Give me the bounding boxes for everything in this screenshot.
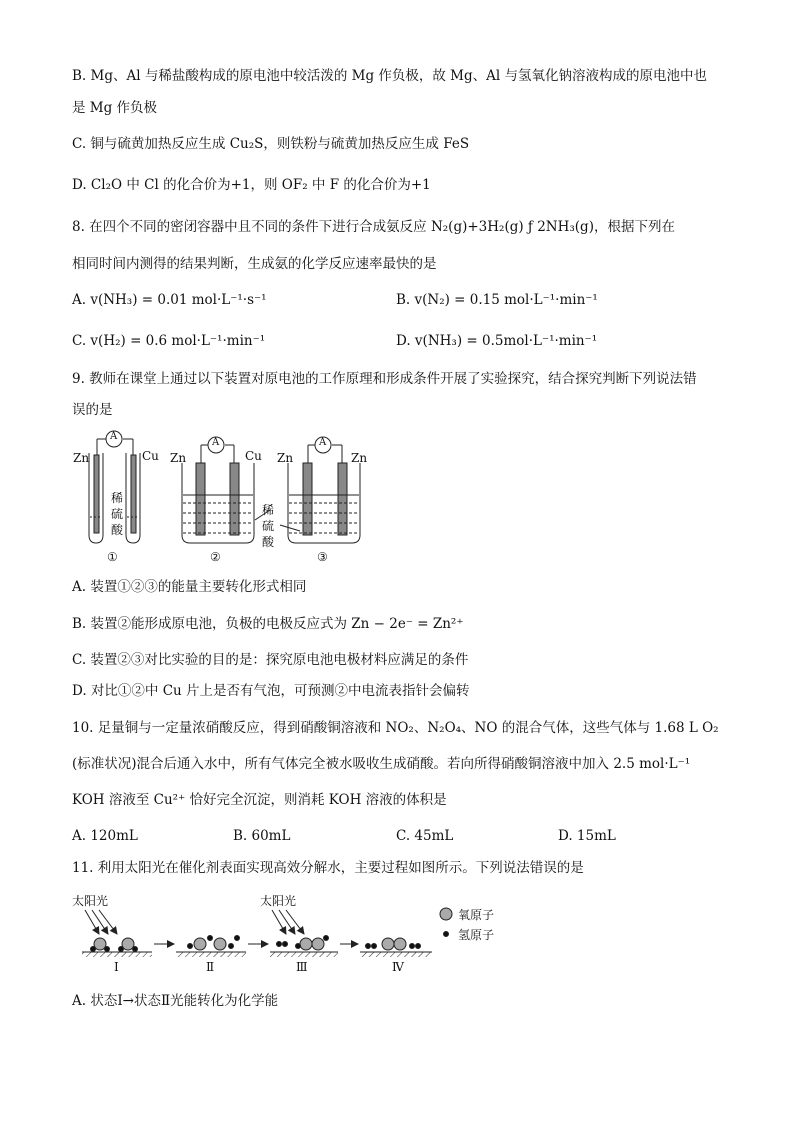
q8-option-b: B. v(N₂) = 0.15 mol·L⁻¹·min⁻¹ (396, 292, 598, 308)
stage-label-3: Ⅲ (296, 960, 308, 974)
sunlight-label-1: 太阳光 (72, 894, 109, 908)
q8-stem-line1: 8. 在四个不同的密闭容器中且不同的条件下进行合成氨反应 N₂(g)+3H₂(g) ƒ 2NH₃(g)，根据下列在 (72, 219, 675, 235)
legend-hydrogen-label: 氢原子 (458, 928, 495, 942)
q10-stem-line3: KOH 溶液至 Cu²⁺ 恰好完全沉淀，则消耗 KOH 溶液的体积是 (72, 792, 447, 808)
sunlight-label-3: 太阳光 (260, 894, 297, 908)
q8-stem-line2: 相同时间内测得的结果判断，生成氨的化学反应速率最快的是 (72, 256, 437, 272)
cu-label-2: Cu (245, 449, 262, 463)
acid-label-1b: 硫 (111, 507, 124, 521)
q10-option-d: D. 15mL (558, 828, 616, 844)
stage-3-atoms (277, 936, 329, 951)
q9-apparatus-figure (70, 425, 380, 570)
q10-stem-line1: 10. 足量铜与一定量浓硝酸反应，得到硝酸铜溶液和 NO₂、N₂O₄、NO 的混合气体，这些气体与 1.68 L O₂ (72, 720, 719, 736)
zn-label-1: Zn (73, 451, 90, 465)
q10-option-c: C. 45mL (396, 828, 454, 844)
q10-option-b: B. 60mL (233, 828, 291, 844)
q7-option-b-line2: 是 Mg 作负极 (72, 100, 158, 116)
q8-option-c: C. v(H₂) = 0.6 mol·L⁻¹·min⁻¹ (72, 333, 266, 349)
ammeter-1-label: A (110, 431, 118, 442)
q9-option-a: A. 装置①②③的能量主要转化形式相同 (72, 579, 307, 595)
acid-label-2a: 稀 (262, 503, 275, 517)
stage-label-4: Ⅳ (392, 960, 404, 974)
zn-label-2: Zn (170, 451, 187, 465)
legend-markers (440, 908, 452, 937)
q9-option-c: C. 装置②③对比实验的目的是：探究原电池电极材料应满足的条件 (72, 652, 469, 668)
acid-label-1a: 稀 (111, 491, 124, 505)
zn-label-3a: Zn (277, 451, 294, 465)
q7-option-d: D. Cl₂O 中 Cl 的化合价为+1，则 OF₂ 中 F 的化合价为+1 (72, 177, 431, 193)
legend-hydrogen-marker (444, 932, 449, 937)
q11-stem: 11. 利用太阳光在催化剂表面实现高效分解水，主要过程如图所示。下列说法错误的是 (72, 860, 584, 876)
stage-label-1: Ⅰ (114, 960, 119, 974)
q8-option-d: D. v(NH₃) = 0.5mol·L⁻¹·min⁻¹ (396, 333, 598, 349)
apparatus-number-3: ③ (317, 550, 328, 564)
ammeter-2-label: A (212, 437, 220, 448)
apparatus-number-2: ② (210, 550, 221, 564)
stage-2-atoms (188, 936, 240, 951)
acid-label-2b: 硫 (262, 519, 275, 533)
sunlight-rays-3 (272, 910, 304, 934)
cu-label-1: Cu (142, 449, 159, 463)
apparatus-number-1: ① (107, 550, 118, 564)
acid-label-2c: 酸 (262, 535, 275, 549)
q11-water-splitting-figure (70, 888, 510, 983)
q11-option-a: A. 状态Ⅰ→状态Ⅱ光能转化为化学能 (72, 993, 279, 1009)
catalyst-surfaces (82, 952, 432, 957)
legend-oxygen-label: 氧原子 (458, 908, 495, 922)
stage-4-molecules (366, 938, 421, 950)
acid-label-1c: 酸 (111, 523, 124, 537)
q9-stem-line2: 误的是 (72, 402, 113, 418)
zn-label-3b: Zn (351, 451, 368, 465)
q9-option-b: B. 装置②能形成原电池，负极的电极反应式为 Zn − 2e⁻ = Zn²⁺ (72, 616, 464, 632)
legend-oxygen-marker (440, 908, 452, 920)
q10-stem-line2: (标准状况)混合后通入水中，所有气体完全被水吸收生成硝酸。若向所得硝酸铜溶液中加入 2.5 mol·L⁻¹ (72, 756, 691, 772)
stage-label-2: Ⅱ (206, 960, 215, 974)
q10-option-a: A. 120mL (72, 828, 138, 844)
stage-1-molecules (91, 938, 138, 952)
ammeter-3-label: A (319, 437, 327, 448)
q7-option-c: C. 铜与硫黄加热反应生成 Cu₂S，则铁粉与硫黄加热反应生成 FeS (72, 136, 470, 152)
q7-option-b-line1: B. Mg、Al 与稀盐酸构成的原电池中较活泼的 Mg 作负极，故 Mg、Al 与氢氧化钠溶液构成的原电池中也 (72, 68, 707, 84)
sunlight-rays-1 (85, 910, 117, 934)
q8-option-a: A. v(NH₃) = 0.01 mol·L⁻¹·s⁻¹ (72, 292, 267, 308)
q9-stem-line1: 9. 教师在课堂上通过以下装置对原电池的工作原理和形成条件开展了实验探究，结合探究判断下列说法错 (72, 371, 697, 387)
q9-option-d: D. 对比①②中 Cu 片上是否有气泡，可预测②中电流表指针会偏转 (72, 683, 470, 699)
